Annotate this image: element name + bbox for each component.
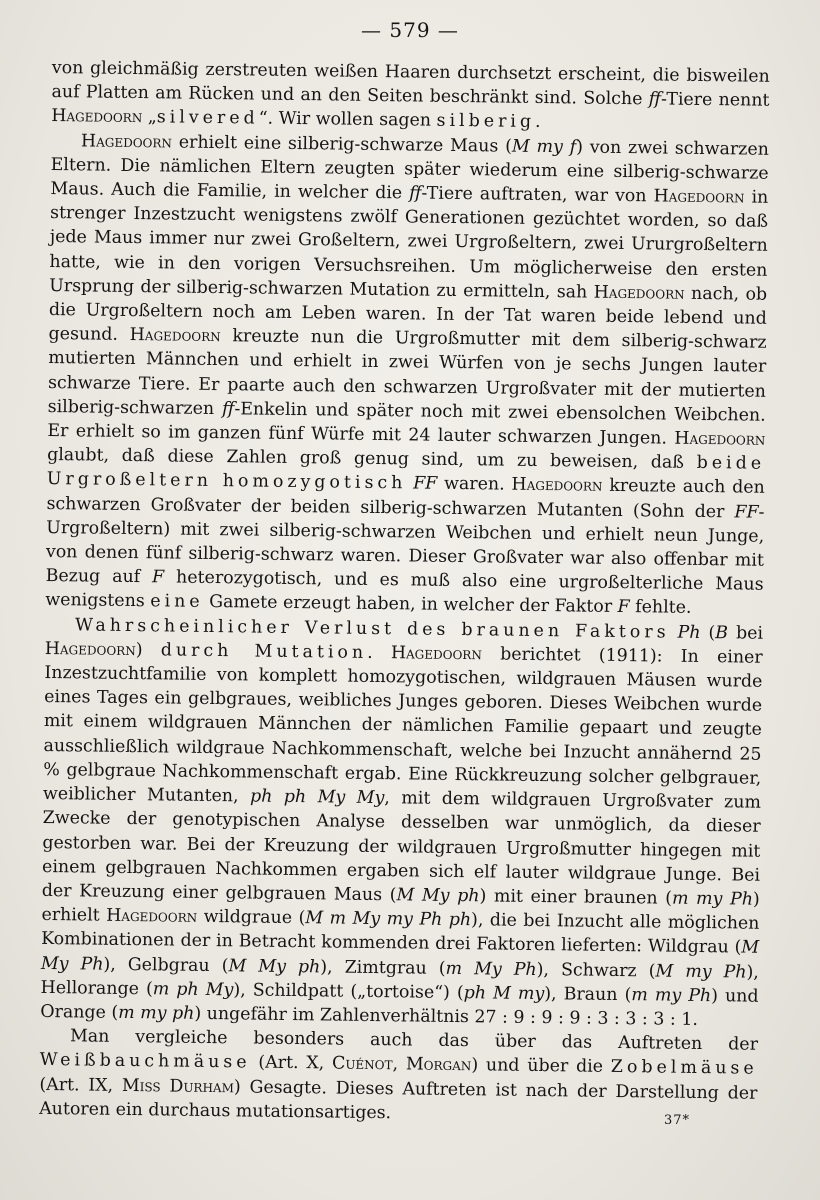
text-run: ), Zimtgrau ( [320,956,446,979]
gene-symbol: ff [409,183,422,204]
text-run: ) mit einer braunen ( [479,886,673,909]
gene-symbol: ff [648,89,662,110]
text-run: ), Schildpatt („tortoise“) ( [233,980,464,1003]
text-run: ) von zwei schwarzen Eltern. Die nämlichen Eltern zeugten später wiederum eine silberig-schwarze Maus. Auch die Familie, in welcher die [50,137,770,204]
spaced-term: durch Mutation [160,640,368,663]
spaced-term: silvered [156,107,259,129]
signature-mark: 37* [664,1113,691,1128]
gene-symbol: m My Ph [445,958,537,980]
text-run: Man vergleiche besonders auch das über das Auftreten der [69,1026,759,1055]
gene-symbol: ff [221,398,235,420]
text-run: ), Schwarz ( [536,959,656,981]
text-run: , mit dem wildgrauen Urgroßvater zum Zwecke der genotypischen Analyse desselben war unmöglich, da dieser gestorben war. Bei der Kreuzung der wildgrauen Urgroßmutter hingegen mit einem gelbgrauen Nachkommen ergaben sich elf lauter wildgraue Junge. Bei der Kreuzung einer gelbgrauen Maus ( [41,788,762,906]
paragraph-cross-references [39,1024,758,1130]
text-run: -Enkelin und später noch mit zwei ebensolchen Weibchen. Er erhielt so im ganzen fünf Würfe mit 24 lauter schwarzen Jungen. [47,399,766,449]
text-run: in strenger Inzestzucht wenigstens zwölf Generationen gezüchtet worden, so daß jede Maus immer nur zwei Großeltern, zwei Urgroßeltern, zwei Ururgroßeltern hatte, wie in den vorigen Versuchsreihen. Um möglicherweise den ersten Ursprung der silberig-schwarzen Mutation zu ermitteln, sah [49,187,769,303]
author-name: Hagedoorn [80,130,173,153]
author-name: Hagedoorn [51,106,143,128]
page-number: — 579 — [361,18,459,42]
text-run: heterozygotisch, und es muß also eine urgroßelterliche Maus wenigstens [45,567,764,612]
text-run: (Art. X, [250,1052,333,1074]
text-run [669,622,677,642]
text-run: waren. [437,474,512,496]
spaced-term: Zobelmäuse [610,1057,758,1080]
paragraph-silvered-definition [51,56,770,137]
text-run: „ [142,107,157,128]
text-run: ( [700,622,716,643]
text-run: berichtet (1911): In einer Inzestzuchtfamilie von komplett homozygotischen, wildgrauen Mäusen wurde eines Tages ein gelbgraues, weibliches Junges geboren. Dieses Weibchen wurde mit einem wildgrauen Männchen der nämlichen Familie gepaart und zeugte ausschließlich wildgraue Nachkommenschaft, welche bei Inzucht annähernd 25 % gelbgraue Nachkommenschaft ergab. Eine Rückkreuzung solcher gelbgrauer, weiblicher Mutanten, [42,644,763,807]
section-heading: Wahrscheinlicher Verlust des braunen Faktors [74,614,670,643]
gene-symbol: M m My my Ph ph [305,908,472,931]
text-run: -Urgroßeltern) mit zwei silberig-schwarzen Weibchen und erhielt neun Junge, von denen fünf silberig-schwarz waren. Dieser Großvater war also offenbar mit Bezug auf [45,502,765,588]
gene-symbol: m my Ph [671,888,754,910]
text-run: ), Hellorange ( [40,962,759,1000]
author-name: Hagedoorn [390,643,483,665]
text-run: ) erhielt [41,889,760,926]
text-run: . [534,112,541,133]
gene-symbol: m ph My [152,979,234,1001]
author-name: Hagedoorn [129,325,221,347]
author-name: Hagedoorn [593,282,685,304]
text-run: -Tiere nennt [660,89,770,111]
author-name: Hagedoorn [653,186,745,208]
text-run: erhielt eine silberig-schwarze Maus ( [171,132,513,157]
gene-symbol: M my Ph [655,960,747,983]
text-run: ), Braun ( [544,983,632,1005]
text-run: . [367,642,392,664]
gene-symbol: m my Ph [631,984,712,1006]
text-run: “. Wir wollen sagen [258,108,437,132]
text-run: ), die bei Inzucht alle möglichen Kombinationen der in Betracht kommenden drei Faktoren lieferten: Wildgrau ( [41,910,760,958]
text-run: kreuzte nun die Urgroßmutter mit dem silberig-schwarz mutierten Männchen und erhielt in zwei Würfen von je sechs Jungen lauter schwarze Tiere. Er paarte auch den schwarzen Urgroßvater mit der mutierten silberig-schwarzen [47,326,767,419]
text-run: -Tiere auftraten, war von [421,183,654,207]
gene-symbol: ph M my [463,982,545,1004]
text-run: ) und über die [471,1055,611,1078]
gene-symbol: FF [413,473,438,495]
text-run: kreuzte auch den schwarzen Großvater der beiden silberig-schwarzen Mutanten (Sohn der [46,476,765,523]
gene-symbol: M My Ph [40,937,760,975]
gene-symbol: FF [734,502,759,523]
text-run: von gleichmäßig zerstreuten weißen Haaren durchsetzt erscheint, die bisweilen auf Platten am Rücken und an den Seiten beschränkt sind. Solche [51,57,770,110]
text-run: wildgraue ( [197,906,306,929]
author-name: Hagedoorn [106,905,198,927]
text-run: nach, ob die Urgroßeltern noch am Leben waren. In der Tat waren beide lebend und gesund. [48,283,768,346]
text-run: ) ungefähr im Zahlenverhältnis 27 : 9 : 9 : 9 : 3 : 3 : 3 : 1. [194,1003,699,1030]
text-run: ), Gelbgrau ( [103,954,229,976]
paragraph-brown-factor-loss [40,613,763,1033]
text-run: glaubt, daß diese Zahlen groß genug sind, um zu beweisen, daß [47,445,697,474]
author-name: Hagedoorn [674,428,766,450]
spaced-term: eine [150,591,204,613]
spaced-term: Weißbauchmäuse [39,1050,251,1073]
gene-symbol: M My ph [396,885,480,907]
author-name: Miß Durham [121,1075,235,1097]
paragraph-silberig-schwarz-experiment [45,129,769,622]
text-run: , [392,1054,407,1075]
gene-symbol: M My ph [228,955,321,977]
text-run: ) [135,639,161,661]
author-name: Cuénot [331,1053,393,1075]
gene-symbol: F [617,597,630,618]
text-run: ) und Orange ( [40,985,759,1023]
text-run: bei [727,622,764,644]
gene-symbol: F [151,567,165,588]
gene-symbol: Ph [677,622,701,643]
body-text [39,56,770,1130]
author-name: Hagedoorn [511,475,603,497]
text-run: fehlte. [629,597,692,619]
gene-symbol: ph ph My My [249,786,385,809]
text-run: Gamete erzeugt haben, in welcher der Faktor [203,592,618,618]
gene-symbol: M my f [511,136,577,158]
gene-symbol: B [715,622,729,643]
gene-symbol: m my ph [118,1002,195,1024]
text-run: (Art. IX, [39,1074,123,1096]
author-name: Hagedoorn [44,638,136,660]
spaced-term: beide Urgroßeltern homozygotisch [46,453,766,494]
author-name: Morgan [405,1054,472,1076]
text-run: ) Gesagte. Dieses Auftreten ist nach der Darstellung der Autoren ein durchaus mutationsartiges. [39,1076,758,1123]
spaced-term: silberig [436,111,536,133]
